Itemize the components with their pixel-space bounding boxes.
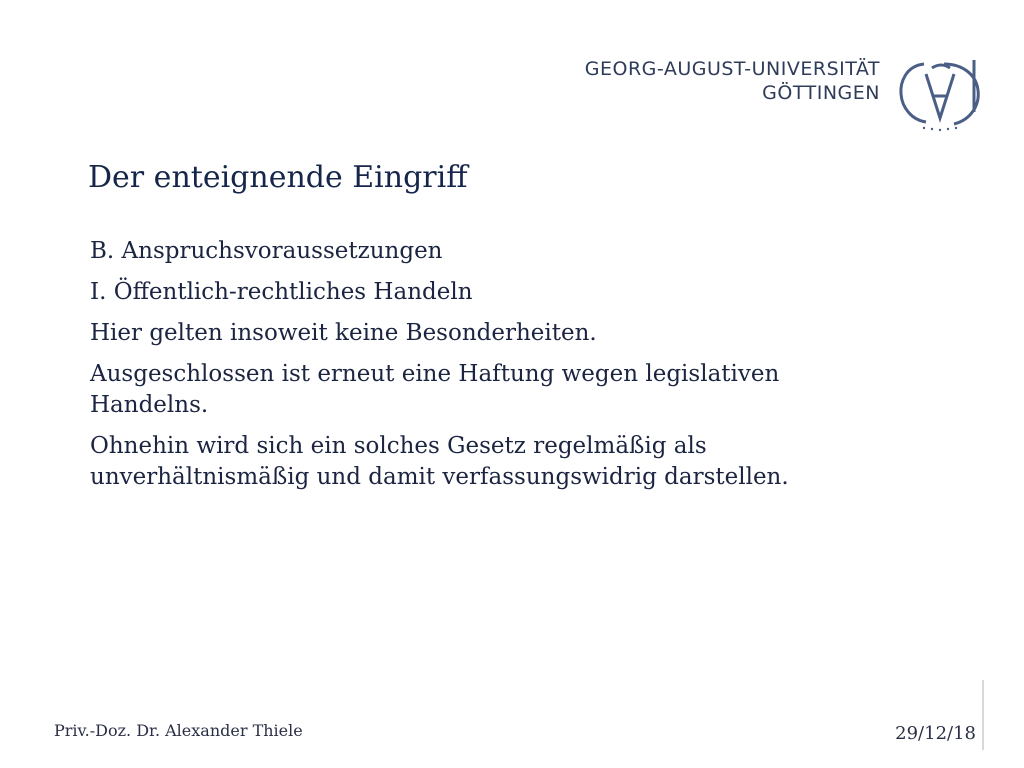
university-name-line1: GEORG-AUGUST-UNIVERSITÄT: [584, 58, 880, 80]
university-name: [585, 58, 880, 106]
paragraph-text-3: Ohnehin wird sich ein solches Gesetz regelmäßig als unverhältnismäßig und damit verfassungswidrig darstellen.: [90, 433, 789, 491]
footer-author: Priv.-Doz. Dr. Alexander Thiele: [54, 721, 303, 740]
slide-content: [90, 236, 890, 503]
paragraph-text-2: Ausgeschlossen ist erneut eine Haftung wegen legislativen Handelns.: [90, 361, 780, 419]
footer-divider: [982, 680, 984, 750]
footer-date: 29/12/18: [895, 723, 976, 744]
university-seal-icon: [892, 50, 988, 134]
paragraph-text-1: Hier gelten insoweit keine Besonderheiten.: [90, 320, 597, 347]
university-name-line2: GÖTTINGEN: [762, 81, 880, 104]
paragraph-heading-b: B. Anspruchsvoraussetzungen: [90, 238, 443, 264]
paragraph-heading-i: I. Öffentlich-rechtliches Handeln: [90, 279, 473, 306]
slide-title: Der enteignende Eingriff: [88, 160, 468, 195]
